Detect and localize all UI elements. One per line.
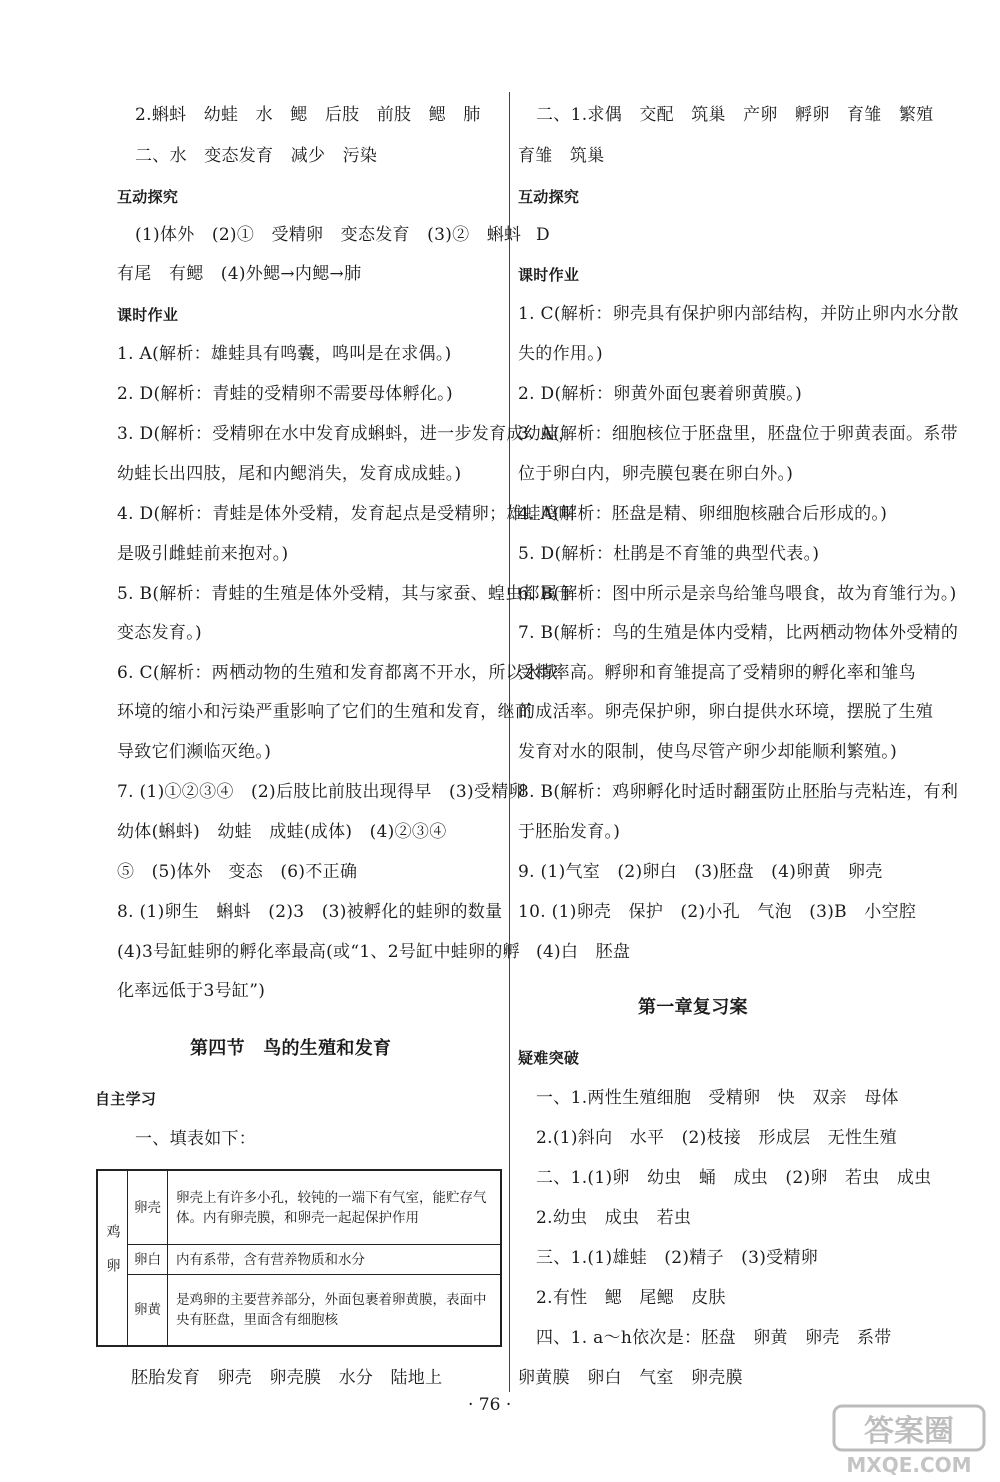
text-line: 的成活率。卵壳保护卵，卵白提供水环境，摆脱了生殖 bbox=[518, 702, 934, 722]
text-line: 一、填表如下： bbox=[135, 1129, 257, 1149]
text-line: 8. (1)卵生 蝌蚪 (2)3 (3)被孵化的蛙卵的数量 bbox=[117, 902, 503, 922]
table-row bbox=[128, 1171, 500, 1245]
text-line: (4)白 胚盘 bbox=[536, 942, 631, 962]
text-line: 4. D(解析：青蛙是体外受精，发育起点是受精卵；雄蛙鸣叫 bbox=[117, 504, 576, 524]
text-line: 1. A(解析：雄蛙具有鸣囊，鸣叫是在求偶。) bbox=[117, 344, 452, 364]
watermark-logo bbox=[832, 1398, 992, 1478]
text-line: 一、1.两性生殖细胞 受精卵 快 双亲 母体 bbox=[536, 1088, 899, 1108]
table-side-label: 鸡卵 bbox=[98, 1171, 128, 1345]
text-line: 7. (1)①②③④ (2)后肢比前肢出现得早 (3)受精卵 bbox=[117, 782, 526, 802]
text-line: 6. B(解析：图中所示是亲鸟给雏鸟喂食，故为育雏行为。) bbox=[518, 584, 957, 604]
section-heading: 疑难突破 bbox=[518, 1049, 580, 1067]
text-line: 位于卵白内，卵壳膜包裹在卵白外。) bbox=[518, 464, 794, 484]
section-heading: 自主学习 bbox=[95, 1090, 157, 1108]
table-value: 内有系带，含有营养物质和水分 bbox=[176, 1251, 365, 1268]
text-line: 6. C(解析：两栖动物的生殖和发育都离不开水，所以水域 bbox=[117, 663, 558, 683]
text-line: 3. A(解析：细胞核位于胚盘里，胚盘位于卵黄表面。系带 bbox=[518, 424, 958, 444]
text-line: 三、1.(1)雄蛙 (2)精子 (3)受精卵 bbox=[536, 1248, 819, 1268]
text-line: 受精率高。孵卵和育雏提高了受精卵的孵化率和雏鸟 bbox=[518, 663, 916, 683]
table-value: 卵壳上有许多小孔，较钝的一端下有气室，能贮存气体。内有卵壳膜，和卵壳一起起保护作用 bbox=[176, 1189, 487, 1226]
table-row bbox=[128, 1275, 500, 1345]
text-line: 胚胎发育 卵壳 卵壳膜 水分 陆地上 bbox=[131, 1368, 443, 1388]
page-number: · 76 · bbox=[468, 1395, 512, 1415]
section-title: 第一章复习案 bbox=[638, 997, 748, 1018]
section-title: 第四节 鸟的生殖和发育 bbox=[190, 1038, 392, 1059]
section-heading: 互动探究 bbox=[117, 188, 179, 206]
text-line: 四、1. a～h依次是：胚盘 卵黄 卵壳 系带 bbox=[536, 1328, 892, 1348]
section-heading: 互动探究 bbox=[518, 188, 580, 206]
text-line: 2. D(解析：青蛙的受精卵不需要母体孵化。) bbox=[117, 384, 453, 404]
text-line: 化率远低于3号缸”) bbox=[117, 981, 266, 1001]
text-line: 5. B(解析：青蛙的生殖是体外受精，其与家蚕、蝗虫都属于 bbox=[117, 584, 575, 604]
text-line: 环境的缩小和污染严重影响了它们的生殖和发育，继而 bbox=[117, 702, 533, 722]
text-line: 变态发育。) bbox=[117, 623, 202, 643]
text-line: ⑤ (5)体外 变态 (6)不正确 bbox=[117, 862, 358, 882]
text-line: 是吸引雌蛙前来抱对。) bbox=[117, 544, 289, 564]
text-line: 幼蛙长出四肢，尾和内鳃消失，发育成成蛙。) bbox=[117, 464, 462, 484]
text-line: 二、水 变态发育 减少 污染 bbox=[135, 146, 378, 166]
table-key: 卵黄 bbox=[128, 1275, 168, 1345]
text-line: 2.幼虫 成虫 若虫 bbox=[536, 1208, 692, 1228]
text-line: 2.(1)斜向 水平 (2)枝接 形成层 无性生殖 bbox=[536, 1128, 897, 1148]
text-line: 5. D(解析：杜鹃是不育雏的典型代表。) bbox=[518, 544, 820, 564]
column-divider bbox=[509, 92, 510, 1392]
text-line: 1. C(解析：卵壳具有保护卵内部结构，并防止卵内水分散 bbox=[518, 304, 959, 324]
text-line: 2.有性 鳃 尾鳃 皮肤 bbox=[536, 1288, 726, 1308]
text-line: D bbox=[536, 225, 550, 245]
egg-structure-table bbox=[96, 1169, 502, 1347]
text-line: 2.蝌蚪 幼蛙 水 鳃 后肢 前肢 鳃 肺 bbox=[135, 105, 481, 125]
text-line: 二、1.求偶 交配 筑巢 产卵 孵卵 育雏 繁殖 bbox=[536, 105, 934, 125]
table-key: 卵白 bbox=[128, 1245, 168, 1274]
text-line: 有尾 有鳃 (4)外鳃→内鳃→肺 bbox=[117, 264, 362, 284]
text-line: 于胚胎发育。) bbox=[518, 822, 621, 842]
text-line: 发育对水的限制，使鸟尽管产卵少却能顺利繁殖。) bbox=[518, 742, 898, 762]
text-line: 9. (1)气室 (2)卵白 (3)胚盘 (4)卵黄 卵壳 bbox=[518, 862, 883, 882]
text-line: 卵黄膜 卵白 气室 卵壳膜 bbox=[518, 1368, 743, 1388]
table-row bbox=[128, 1245, 500, 1275]
text-line: 8. B(解析：鸡卵孵化时适时翻蛋防止胚胎与壳粘连，有利 bbox=[518, 782, 959, 802]
text-line: 导致它们濒临灭绝。) bbox=[117, 742, 272, 762]
section-heading: 课时作业 bbox=[117, 306, 179, 324]
text-line: 3. D(解析：受精卵在水中发育成蝌蚪，进一步发育成幼蛙， bbox=[117, 424, 576, 444]
text-line: (4)3号缸蛙卵的孵化率最高(或“1、2号缸中蛙卵的孵 bbox=[117, 942, 520, 962]
table-value: 是鸡卵的主要营养部分，外面包裹着卵黄膜，表面中央有胚盘，里面含有细胞核 bbox=[176, 1292, 487, 1328]
text-line: 10. (1)卵壳 保护 (2)小孔 气泡 (3)B 小空腔 bbox=[518, 902, 917, 922]
table-key: 卵壳 bbox=[128, 1171, 168, 1244]
section-heading: 课时作业 bbox=[518, 266, 580, 284]
text-line: (1)体外 (2)① 受精卵 变态发育 (3)② 蝌蚪 bbox=[135, 225, 522, 245]
svg-text:MXQE.COM: MXQE.COM bbox=[846, 1453, 972, 1477]
text-line: 失的作用。) bbox=[518, 344, 603, 364]
text-line: 育雏 筑巢 bbox=[518, 146, 605, 166]
text-line: 4. A(解析：胚盘是精、卵细胞核融合后形成的。) bbox=[518, 504, 888, 524]
text-line: 2. D(解析：卵黄外面包裹着卵黄膜。) bbox=[518, 384, 803, 404]
text-line: 7. B(解析：鸟的生殖是体内受精，比两栖动物体外受精的 bbox=[518, 623, 959, 643]
text-line: 幼体(蝌蚪) 幼蛙 成蛙(成体) (4)②③④ bbox=[117, 822, 447, 842]
text-line: 二、1.(1)卵 幼虫 蛹 成虫 (2)卵 若虫 成虫 bbox=[536, 1168, 932, 1188]
svg-text:答案圈: 答案圈 bbox=[864, 1414, 954, 1449]
